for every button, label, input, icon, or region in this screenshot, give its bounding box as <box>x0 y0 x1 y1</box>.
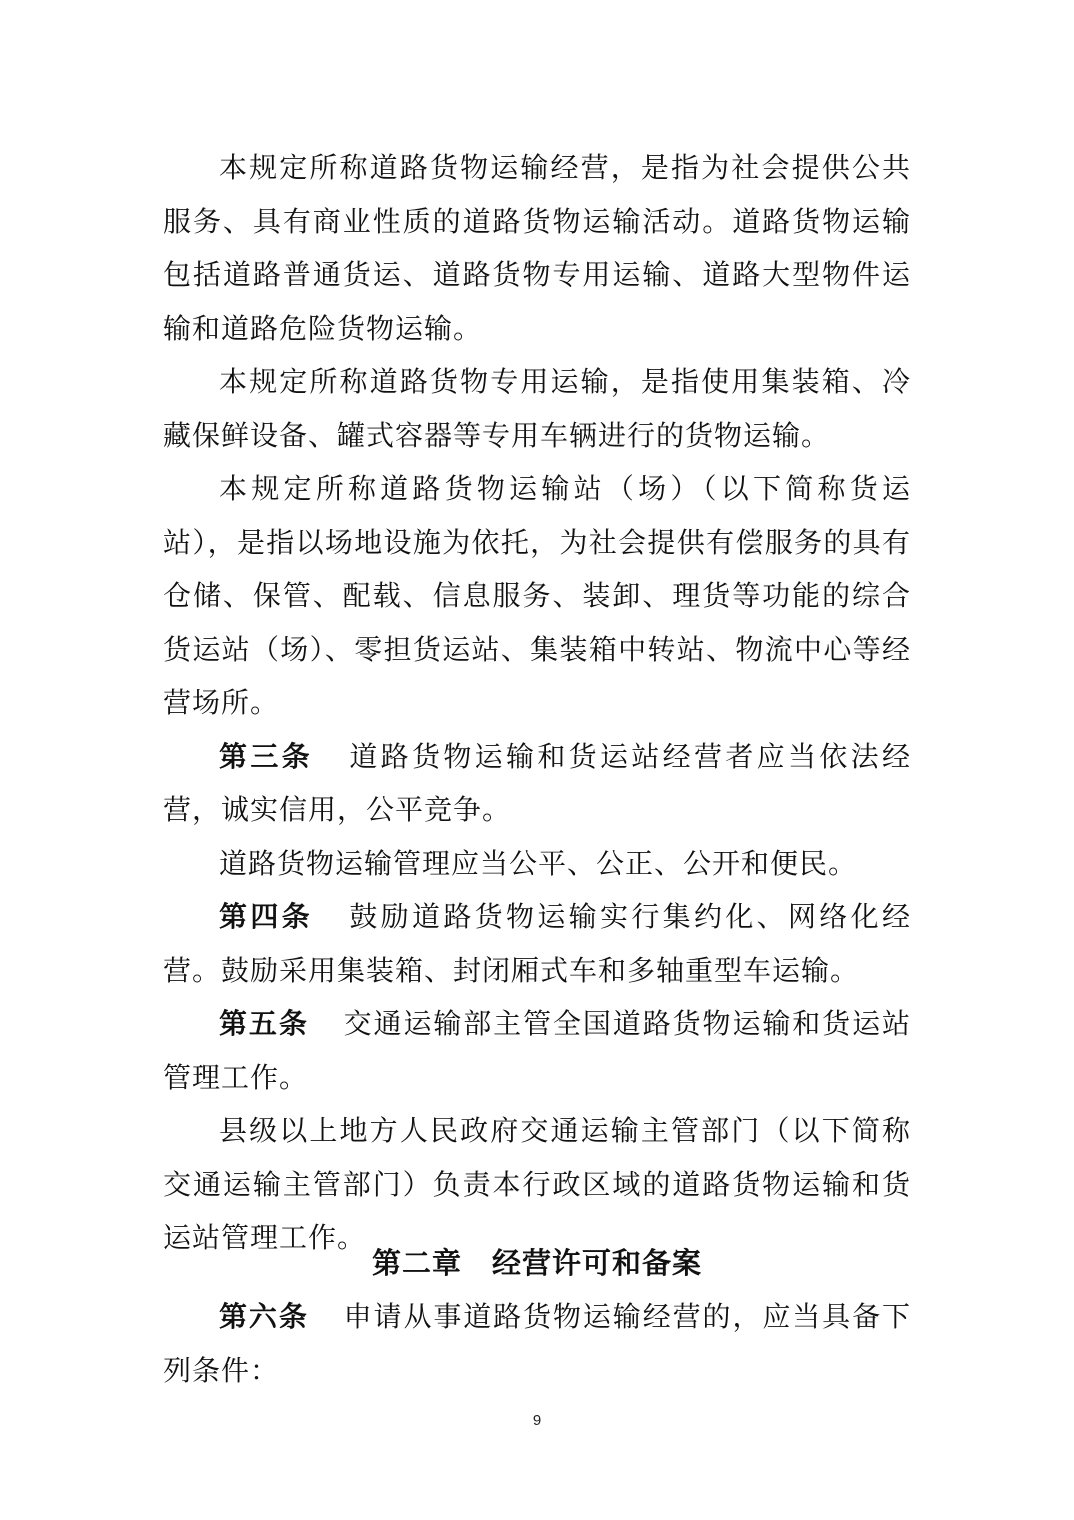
chapter-body <box>163 1290 911 1397</box>
paragraph-definition-special-transport: 本规定所称道路货物专用运输，是指使用集装箱、冷藏保鲜设备、罐式容器等专用车辆进行的货物运输。 <box>163 365 911 452</box>
article-label: 第三条 <box>219 739 313 773</box>
chapter-heading <box>0 1238 1074 1288</box>
article-text: 申请从事道路货物运输经营的，应当具备下列条件： <box>163 1300 911 1387</box>
paragraph-definition-freight-business: 本规定所称道路货物运输经营，是指为社会提供公共服务、具有商业性质的道路货物运输活动。道路货物运输包括道路普通货运、道路货物专用运输、道路大型物件运输和道路危险货物运输。 <box>163 151 911 345</box>
paragraph-management-principles: 道路货物运输管理应当公平、公正、公开和便民。 <box>219 846 858 880</box>
paragraph-definition-freight-station: 本规定所称道路货物运输站（场）（以下简称货运站），是指以场地设施为依托，为社会提供有偿服务的具有仓储、保管、配载、信息服务、装卸、理货等功能的综合货运站（场）、零担货运站、集装箱中转站、物流中心等经营场所。 <box>163 472 911 719</box>
article-label: 第六条 <box>219 1300 309 1333</box>
article-3 <box>163 730 911 837</box>
article-4 <box>163 890 911 997</box>
article-6 <box>163 1290 911 1397</box>
chapter-title: 经营许可和备案 <box>492 1246 703 1280</box>
chapter-number: 第二章 <box>371 1246 462 1280</box>
page-number: 9 <box>532 1412 542 1429</box>
article-text: 交通运输部主管全国道路货物运输和货运站管理工作。 <box>163 1007 911 1094</box>
article-text: 道路货物运输和货运站经营者应当依法经营，诚实信用，公平竞争。 <box>163 739 911 826</box>
body-text <box>163 141 911 1265</box>
article-label: 第四条 <box>219 900 313 933</box>
article-text: 鼓励道路货物运输实行集约化、网络化经营。鼓励采用集装箱、封闭厢式车和多轴重型车运输。 <box>163 900 911 987</box>
article-label: 第五条 <box>219 1007 309 1040</box>
article-5 <box>163 997 911 1104</box>
paragraph-local-authority: 县级以上地方人民政府交通运输主管部门（以下简称交通运输主管部门）负责本行政区域的道路货物运输和货运站管理工作。 <box>163 1114 911 1254</box>
